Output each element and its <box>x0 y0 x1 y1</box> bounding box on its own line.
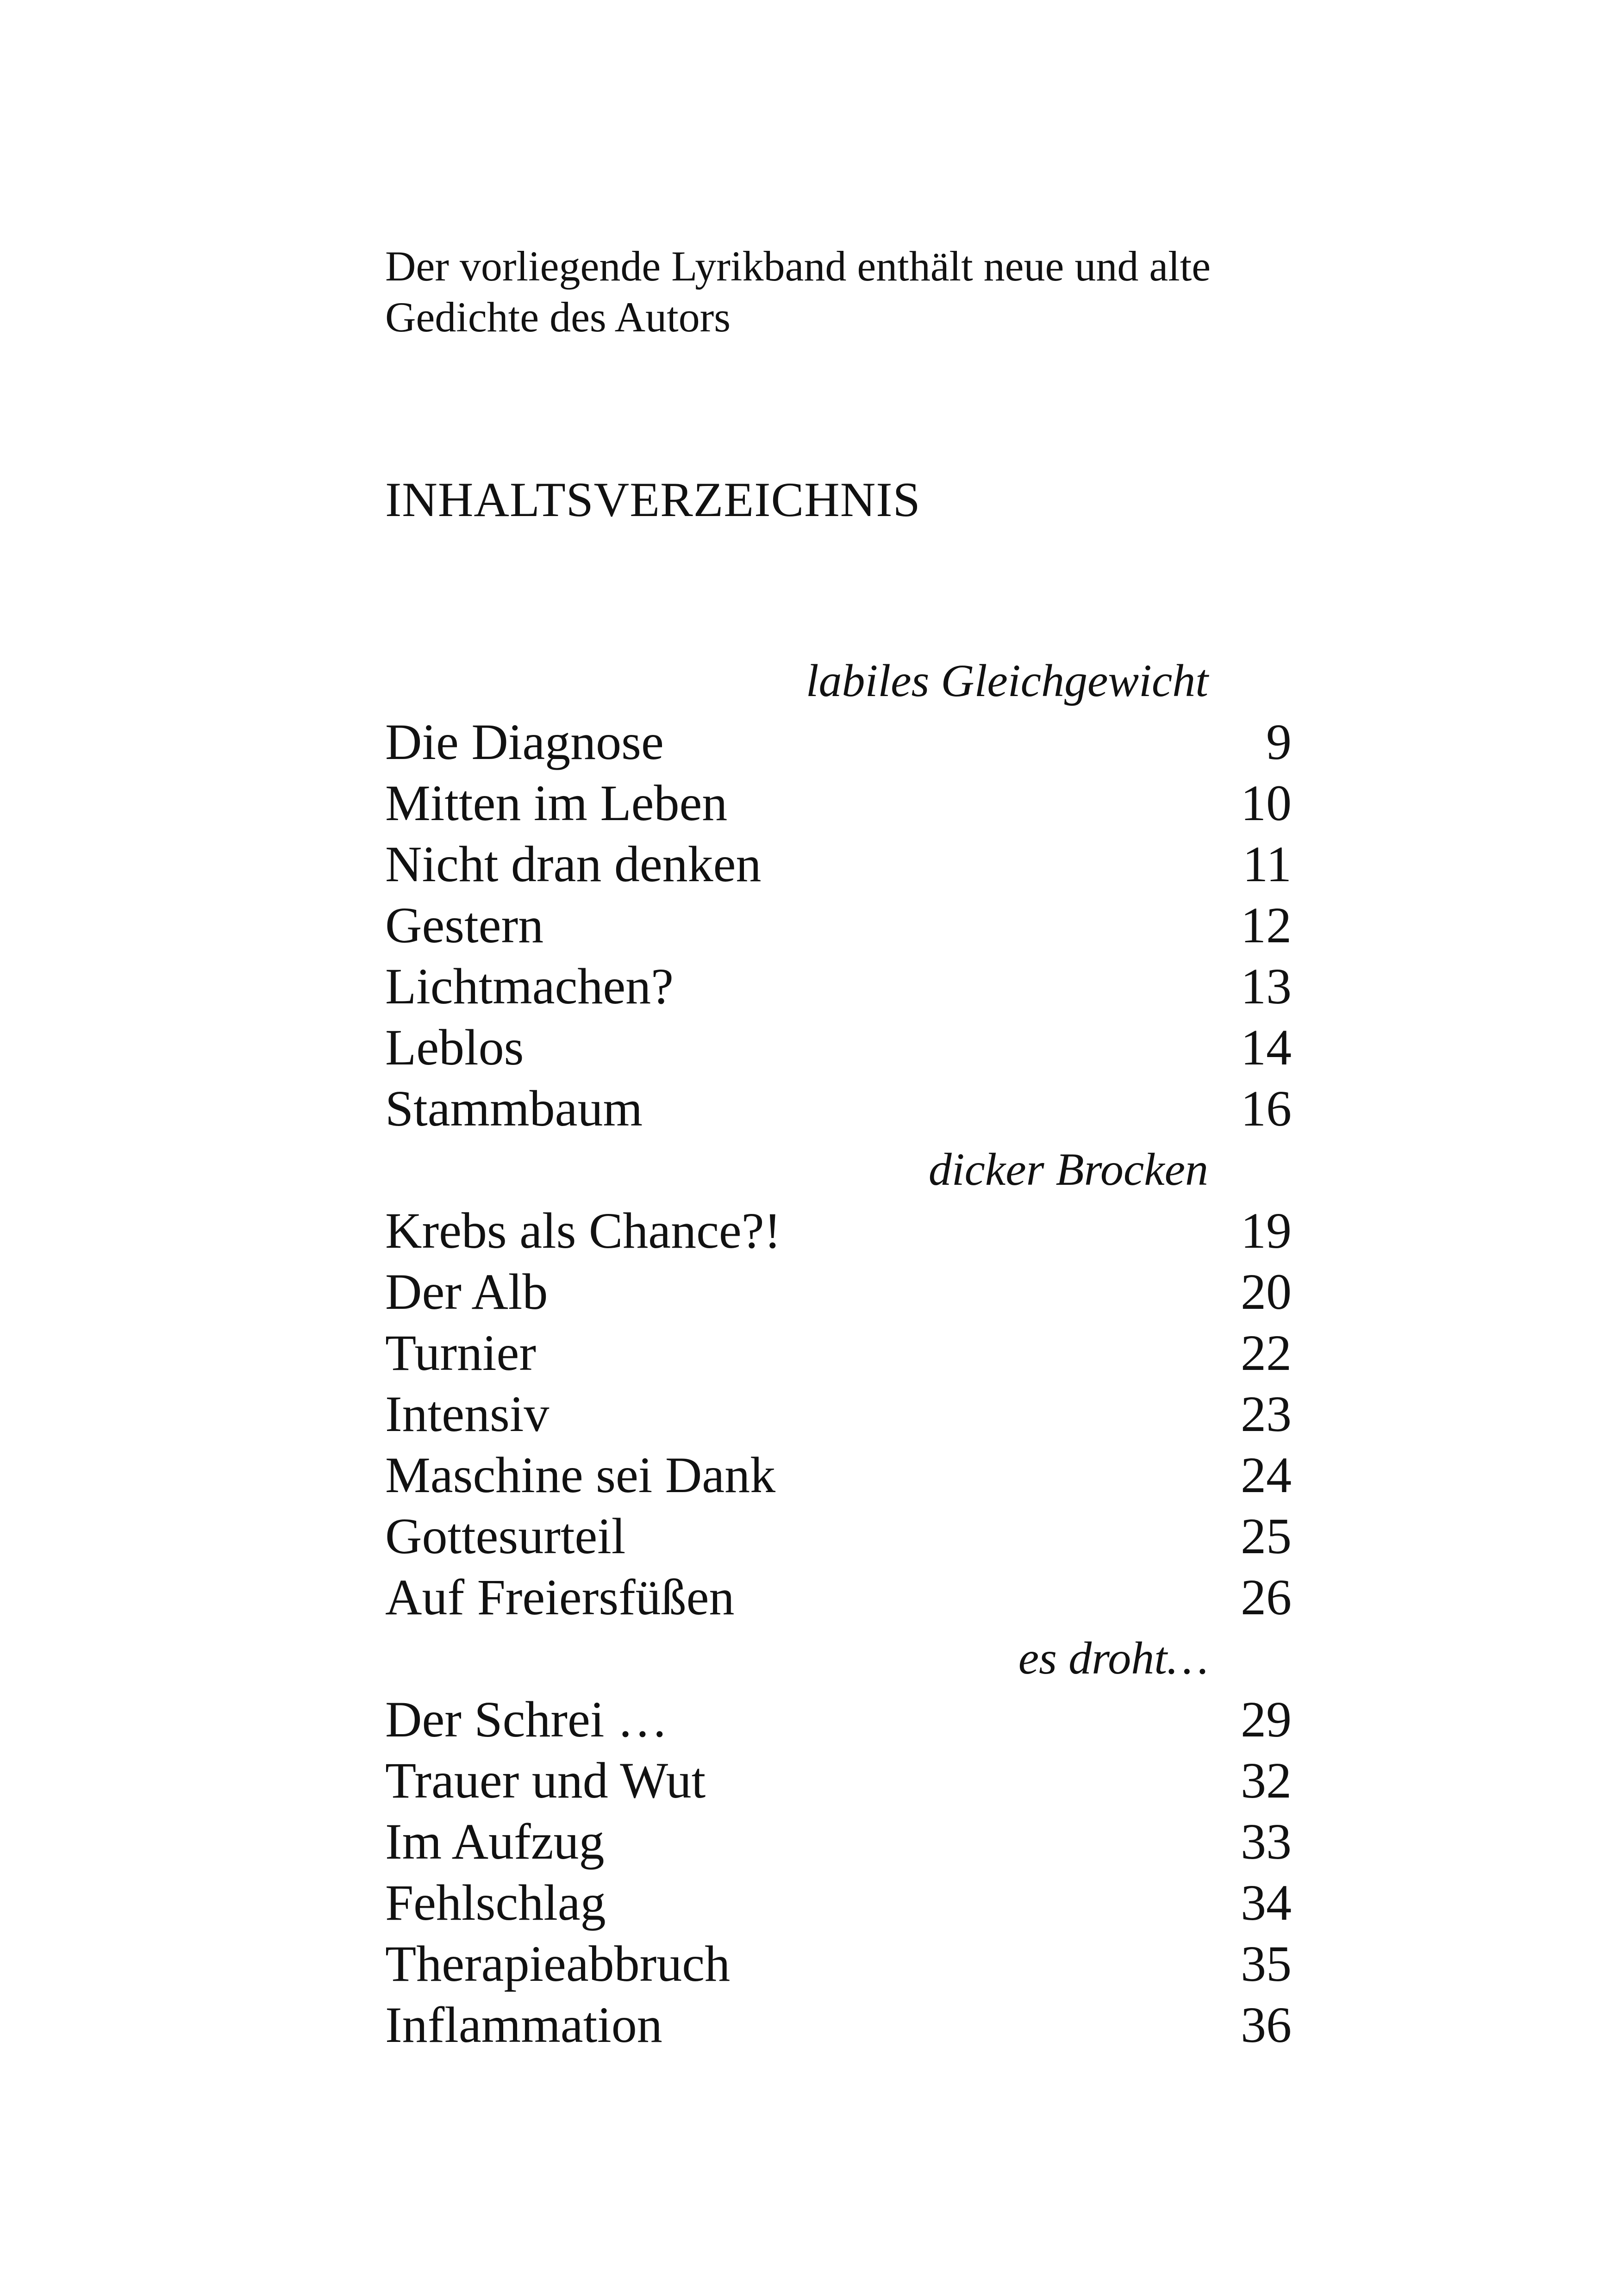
entry-title: Der Alb <box>385 1263 548 1320</box>
intro-line: Gedichte des Autors <box>385 293 731 341</box>
toc-entry <box>385 1444 1292 1506</box>
entry-page-number: 13 <box>1241 958 1292 1014</box>
entry-page-number: 26 <box>1241 1569 1292 1625</box>
entry-page-number: 34 <box>1241 1874 1292 1931</box>
entry-page-number: 33 <box>1241 1813 1292 1870</box>
toc-section-heading <box>385 650 1292 711</box>
entry-title: Turnier <box>385 1325 536 1381</box>
section-title: labiles Gleichgewicht <box>806 655 1208 706</box>
entry-title: Trauer und Wut <box>385 1752 706 1809</box>
entry-title: Leblos <box>385 1019 524 1076</box>
entry-title: Auf Freiersfüßen <box>385 1569 735 1625</box>
entry-page-number: 20 <box>1241 1263 1292 1320</box>
toc-entry <box>385 1872 1292 1933</box>
entry-title: Inflammation <box>385 1997 662 2053</box>
toc-entry <box>385 1506 1292 1567</box>
entry-title: Die Diagnose <box>385 714 664 770</box>
toc-entry <box>385 1078 1292 1139</box>
entry-title: Im Aufzug <box>385 1813 605 1870</box>
toc-entry <box>385 1017 1292 1078</box>
toc-entry <box>385 1322 1292 1383</box>
entry-title: Gottesurteil <box>385 1508 626 1564</box>
entry-title: Intensiv <box>385 1386 550 1442</box>
entry-page-number: 23 <box>1241 1386 1292 1442</box>
entry-title: Lichtmachen? <box>385 958 674 1014</box>
entry-title: Fehlschlag <box>385 1874 606 1931</box>
toc-heading: INHALTSVERZEICHNIS <box>385 473 921 527</box>
toc-entry <box>385 1200 1292 1261</box>
entry-page-number: 25 <box>1241 1508 1292 1564</box>
entry-page-number: 36 <box>1241 1997 1292 2053</box>
entry-page-number: 19 <box>1241 1202 1292 1259</box>
toc-section-heading <box>385 1628 1292 1689</box>
toc-entry <box>385 1383 1292 1444</box>
entry-page-number: 12 <box>1241 897 1292 953</box>
toc-entry <box>385 1933 1292 1994</box>
section-title: es droht… <box>1018 1632 1208 1684</box>
entry-title: Maschine sei Dank <box>385 1447 776 1503</box>
entry-page-number: 10 <box>1241 775 1292 831</box>
toc-section-heading <box>385 1139 1292 1200</box>
entry-title: Stammbaum <box>385 1080 643 1137</box>
entry-page-number: 29 <box>1241 1691 1292 1748</box>
section-title: dicker Brocken <box>928 1144 1208 1195</box>
entry-title: Nicht dran denken <box>385 836 762 892</box>
toc-entry <box>385 1261 1292 1322</box>
entry-page-number: 32 <box>1241 1752 1292 1809</box>
toc-entry <box>385 1811 1292 1872</box>
table-of-contents <box>385 650 1292 2055</box>
entry-page-number: 14 <box>1241 1019 1292 1076</box>
entry-page-number: 35 <box>1241 1935 1292 1992</box>
entry-title: Mitten im Leben <box>385 775 728 831</box>
toc-entry <box>385 772 1292 834</box>
toc-entry <box>385 956 1292 1017</box>
toc-entry <box>385 1567 1292 1628</box>
toc-entry <box>385 1994 1292 2055</box>
intro-text <box>385 241 1357 342</box>
entry-page-number: 16 <box>1241 1080 1292 1137</box>
entry-page-number: 11 <box>1243 836 1292 892</box>
toc-entry <box>385 711 1292 772</box>
entry-title: Therapieabbruch <box>385 1935 731 1992</box>
toc-entry <box>385 1750 1292 1811</box>
toc-entry <box>385 895 1292 956</box>
toc-entry <box>385 1689 1292 1750</box>
entry-page-number: 22 <box>1241 1325 1292 1381</box>
intro-line: Der vorliegende Lyrikband enthält neue und alte <box>385 243 1211 290</box>
entry-title: Gestern <box>385 897 544 953</box>
entry-page-number: 9 <box>1266 714 1292 770</box>
entry-title: Der Schrei … <box>385 1691 668 1748</box>
toc-entry <box>385 834 1292 895</box>
entry-page-number: 24 <box>1241 1447 1292 1503</box>
entry-title: Krebs als Chance?! <box>385 1202 781 1259</box>
